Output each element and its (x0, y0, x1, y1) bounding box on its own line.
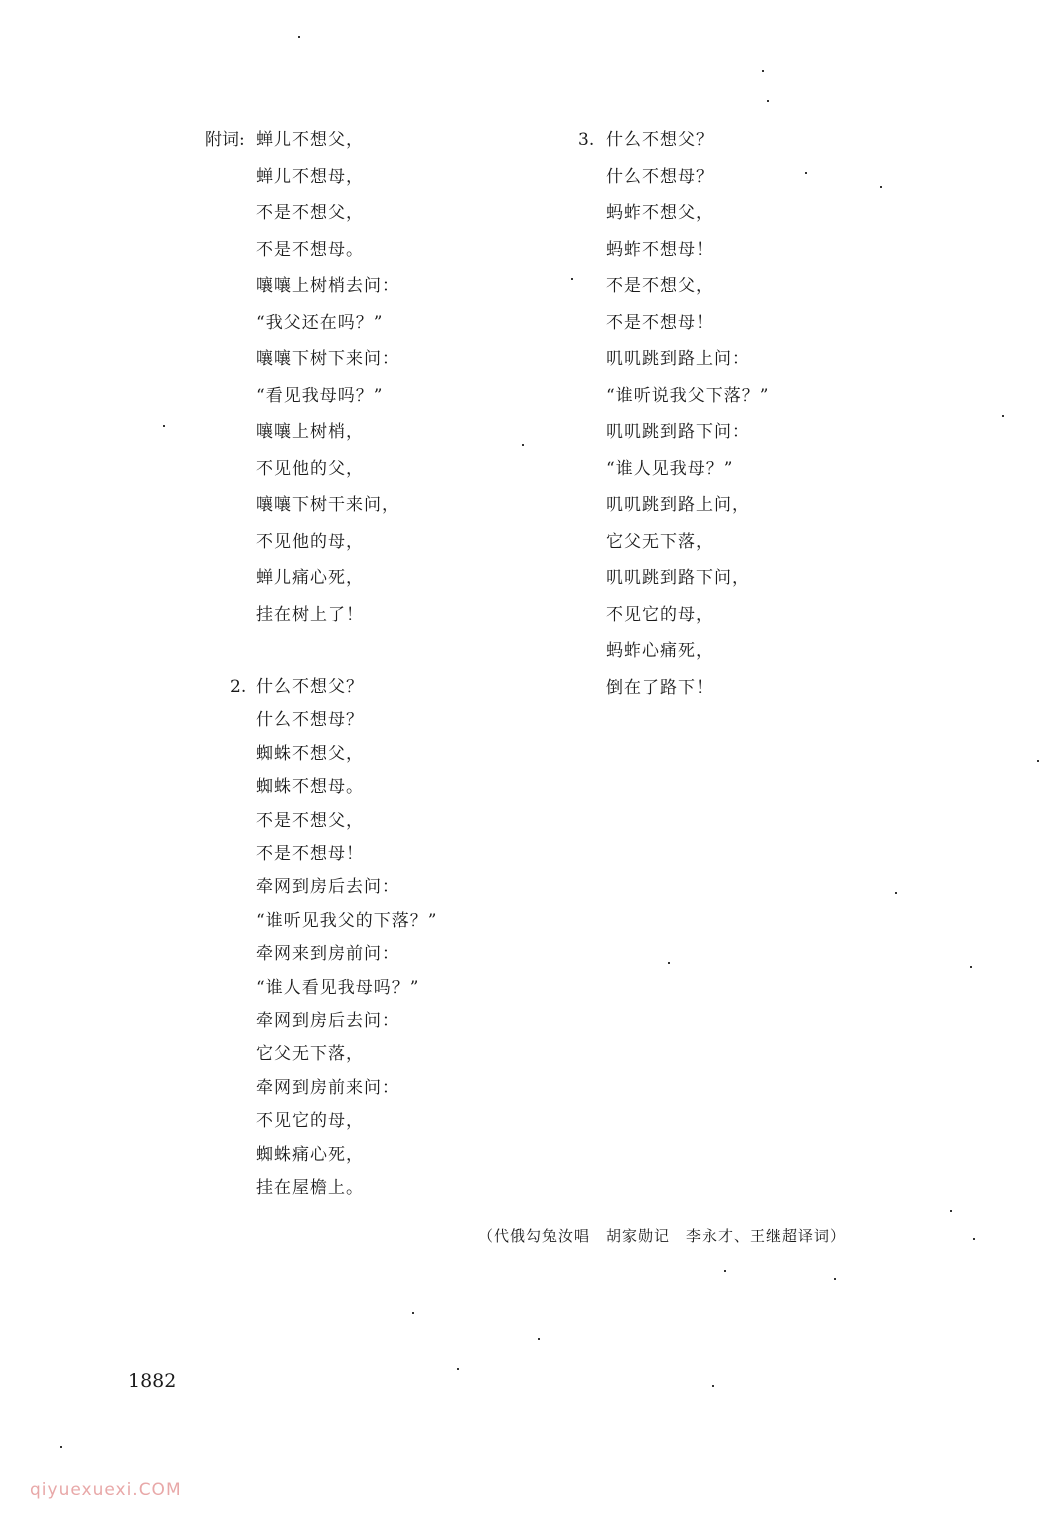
lyric-line: 不是不想母！ (256, 844, 364, 864)
lyric-line: 牵网来到房前问： (256, 944, 400, 965)
lyric-line: 蚂蚱不想父， (606, 203, 714, 223)
lyric-line: 叽叽跳到路下问， (606, 568, 750, 588)
lyric-line: 不见他的父， (256, 458, 364, 479)
lyric-line: 不见他的母， (256, 531, 364, 552)
lyric-line: 蚂蚱心痛死， (606, 641, 714, 661)
lyric-line: “谁听见我父的下落？” (256, 910, 438, 931)
lyric-line: 不是不想父， (256, 203, 364, 223)
lyric-line: 不是不想父， (256, 810, 364, 831)
lyric-line: 叽叽跳到路上问： (606, 349, 750, 369)
lyric-line: 什么不想父？ (606, 130, 714, 150)
watermark: qiyuexuexi.COM (30, 1480, 182, 1500)
lyric-line: 嚷嚷下树干来问， (256, 495, 400, 515)
lyric-line: 蚂蚱不想母！ (606, 239, 714, 260)
lyric-line: 不是不想母。 (256, 239, 364, 260)
lyric-line: 不见它的母， (606, 604, 714, 625)
lyric-line: “谁人看见我母吗？” (256, 977, 420, 998)
lyric-line: 蜘蛛不想父， (256, 743, 364, 764)
lyric-line: 牵网到房后去问： (256, 877, 400, 898)
lyric-line: 嚷嚷上树梢去问： (256, 276, 400, 296)
lyric-line: “谁听说我父下落？” (606, 385, 770, 406)
lyric-line: 什么不想母？ (256, 710, 364, 731)
credit-line: （代俄勾兔汝唱 胡家勋记 李永才、王继超译词） (478, 1227, 847, 1245)
lyric-line: 倒在了路下！ (606, 677, 714, 698)
lyric-line: 不见它的母， (256, 1111, 364, 1132)
lyric-line: 不是不想母！ (606, 312, 714, 333)
lyric-line: “看见我母吗？” (256, 385, 384, 406)
lyric-line: “我父还在吗？” (256, 312, 384, 333)
lyric-line: 牵网到房前来问： (256, 1077, 400, 1098)
lyric-line: 它父无下落， (256, 1044, 364, 1065)
lyric-line: 蝉儿不想父， (256, 130, 364, 150)
stanza-1-label: 附词: (205, 130, 245, 150)
lyric-line: 什么不想父？ (256, 677, 364, 697)
lyric-line: 叽叽跳到路下问： (606, 422, 750, 442)
lyric-line: 蜘蛛不想母。 (256, 777, 364, 798)
lyric-line: 牵网到房后去问： (256, 1011, 400, 1031)
page-number: 1882 (128, 1370, 177, 1392)
lyric-line: 它父无下落， (606, 531, 714, 552)
lyric-line: 嚷嚷下树下来问： (256, 349, 400, 369)
lyric-line: 什么不想母？ (606, 166, 714, 187)
lyric-line: 挂在屋檐上。 (256, 1178, 364, 1198)
stanza-3-number: 3. (578, 130, 595, 150)
lyric-line: 蝉儿不想母， (256, 166, 364, 187)
stanza-2-number: 2. (230, 677, 247, 697)
lyric-line: 挂在树上了！ (256, 604, 364, 625)
lyric-line: 叽叽跳到路上问， (606, 495, 750, 515)
lyric-line: “谁人见我母？” (606, 458, 734, 479)
lyric-line: 蝉儿痛心死， (256, 568, 364, 588)
lyric-line: 嚷嚷上树梢， (256, 422, 364, 442)
lyric-line: 不是不想父， (606, 276, 714, 296)
lyric-line: 蜘蛛痛心死， (256, 1144, 364, 1165)
